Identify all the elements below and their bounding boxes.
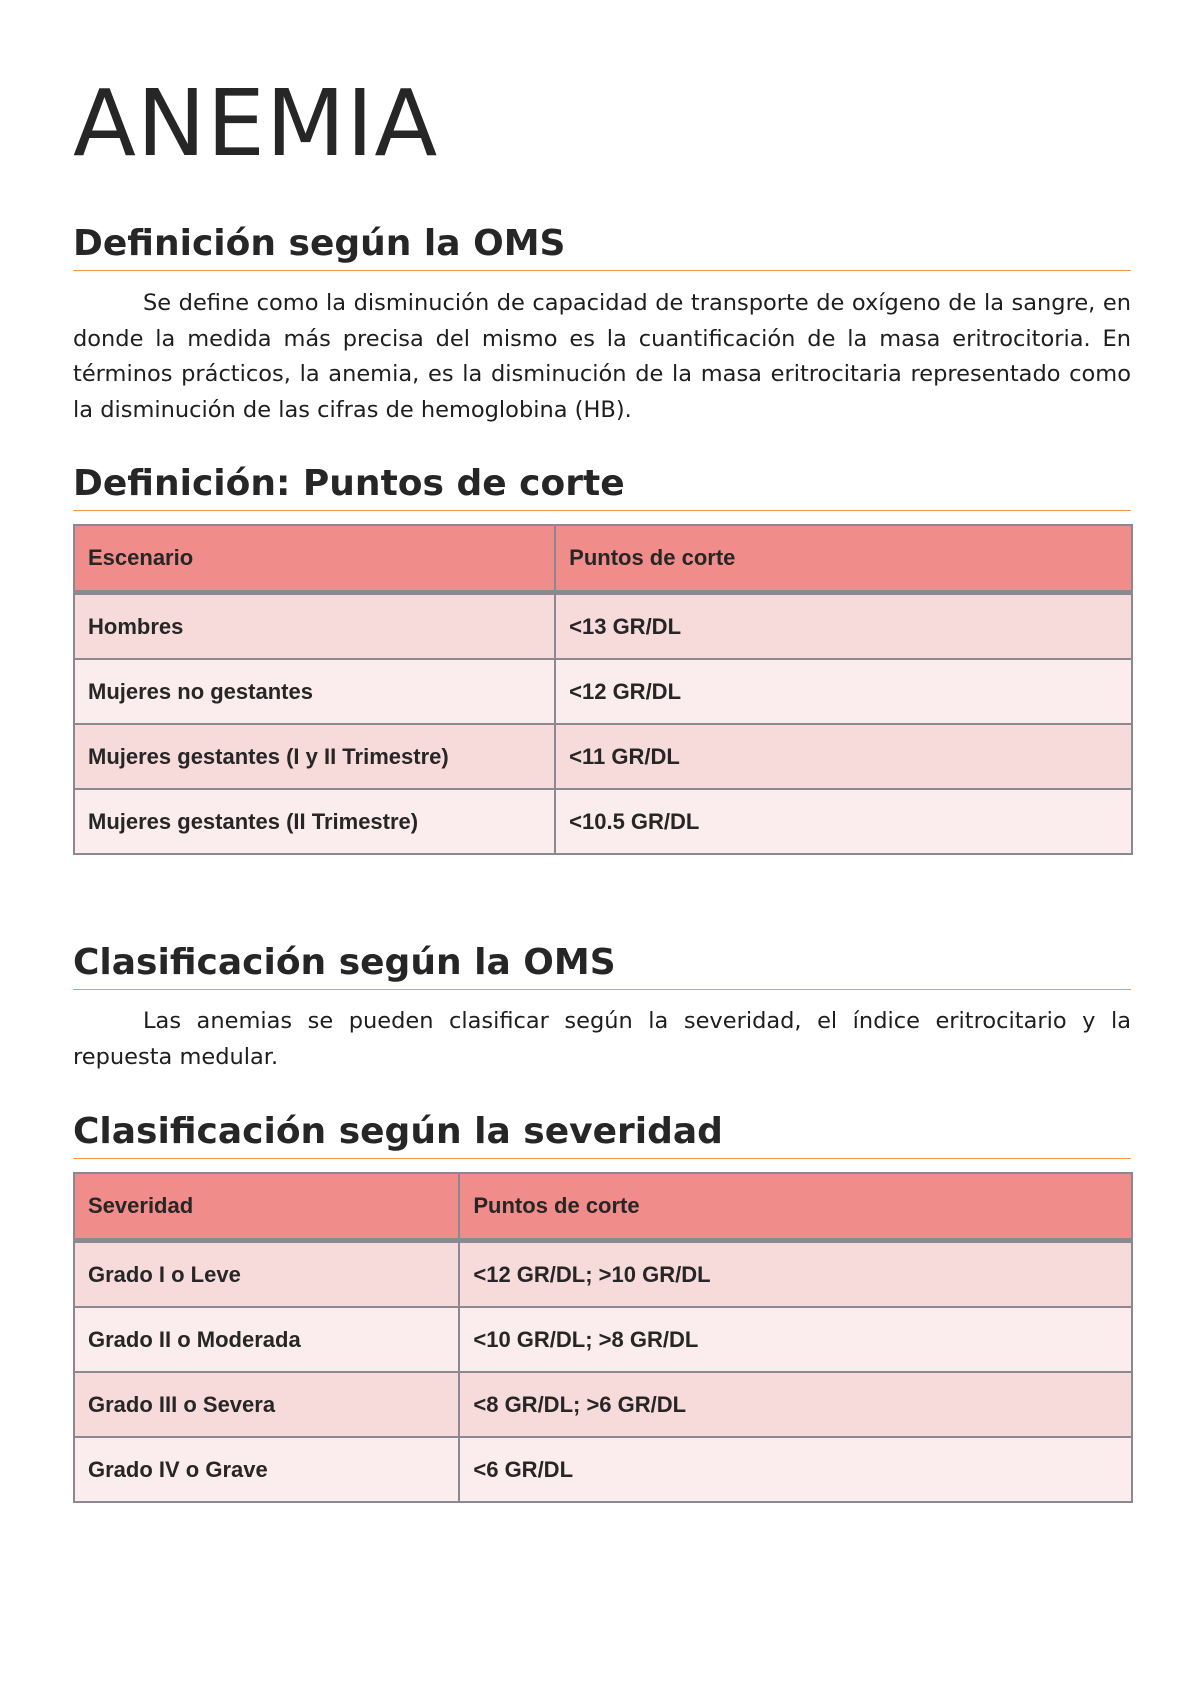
table-row — [74, 1372, 1132, 1437]
paragraph-who-definition: Se define como la disminución de capacidad de transporte de oxígeno de la sangre, en donde la medida más precisa del mismo es la cuantificación de la masa eritrocitoria. En términos prácticos, la anemia, es la disminución de la masa eritrocitaria representado como la disminución de las cifras de hemoglobina (HB). — [73, 290, 1131, 423]
table-row — [74, 789, 1132, 854]
cell-cutoff: <12 GR/DL — [555, 659, 1132, 724]
paragraph-who-classification: Las anemias se pueden clasificar según la severidad, el índice eritrocitario y la repuesta medular. — [73, 1008, 1131, 1070]
cell-cutoff: <13 GR/DL — [555, 593, 1132, 660]
cell-scenario: Mujeres no gestantes — [74, 659, 555, 724]
table-row — [74, 593, 1132, 660]
column-header-severity: Severidad — [74, 1173, 459, 1241]
cell-scenario: Hombres — [74, 593, 555, 660]
cell-severity: Grado II o Moderada — [74, 1307, 459, 1372]
cell-cutoff: <8 GR/DL; >6 GR/DL — [459, 1372, 1132, 1437]
cell-scenario: Mujeres gestantes (I y II Trimestre) — [74, 724, 555, 789]
table-row — [74, 1307, 1132, 1372]
heading-severity: Clasificación según la severidad — [73, 1114, 1131, 1159]
table-row — [74, 659, 1132, 724]
cell-scenario: Mujeres gestantes (II Trimestre) — [74, 789, 555, 854]
cell-severity: Grado III o Severa — [74, 1372, 459, 1437]
cell-severity: Grado I o Leve — [74, 1241, 459, 1308]
heading-who-definition: Definición según la OMS — [73, 226, 1131, 271]
column-header-scenario: Escenario — [74, 525, 555, 593]
column-header-cutoff: Puntos de corte — [459, 1173, 1132, 1241]
table-row — [74, 724, 1132, 789]
table-header-row — [74, 525, 1132, 593]
table-header-row — [74, 1173, 1132, 1241]
table-row — [74, 1241, 1132, 1308]
cell-cutoff: <10.5 GR/DL — [555, 789, 1132, 854]
cell-cutoff: <6 GR/DL — [459, 1437, 1132, 1502]
heading-cutoffs: Definición: Puntos de corte — [73, 466, 1131, 511]
column-header-cutoff: Puntos de corte — [555, 525, 1132, 593]
cell-severity: Grado IV o Grave — [74, 1437, 459, 1502]
document-title: ANEMIA — [73, 70, 439, 177]
table-row — [74, 1437, 1132, 1502]
cell-cutoff: <11 GR/DL — [555, 724, 1132, 789]
cell-cutoff: <12 GR/DL; >10 GR/DL — [459, 1241, 1132, 1308]
cutoffs-table — [73, 524, 1133, 855]
severity-table — [73, 1172, 1133, 1503]
heading-who-classification: Clasificación según la OMS — [73, 945, 1131, 990]
cell-cutoff: <10 GR/DL; >8 GR/DL — [459, 1307, 1132, 1372]
